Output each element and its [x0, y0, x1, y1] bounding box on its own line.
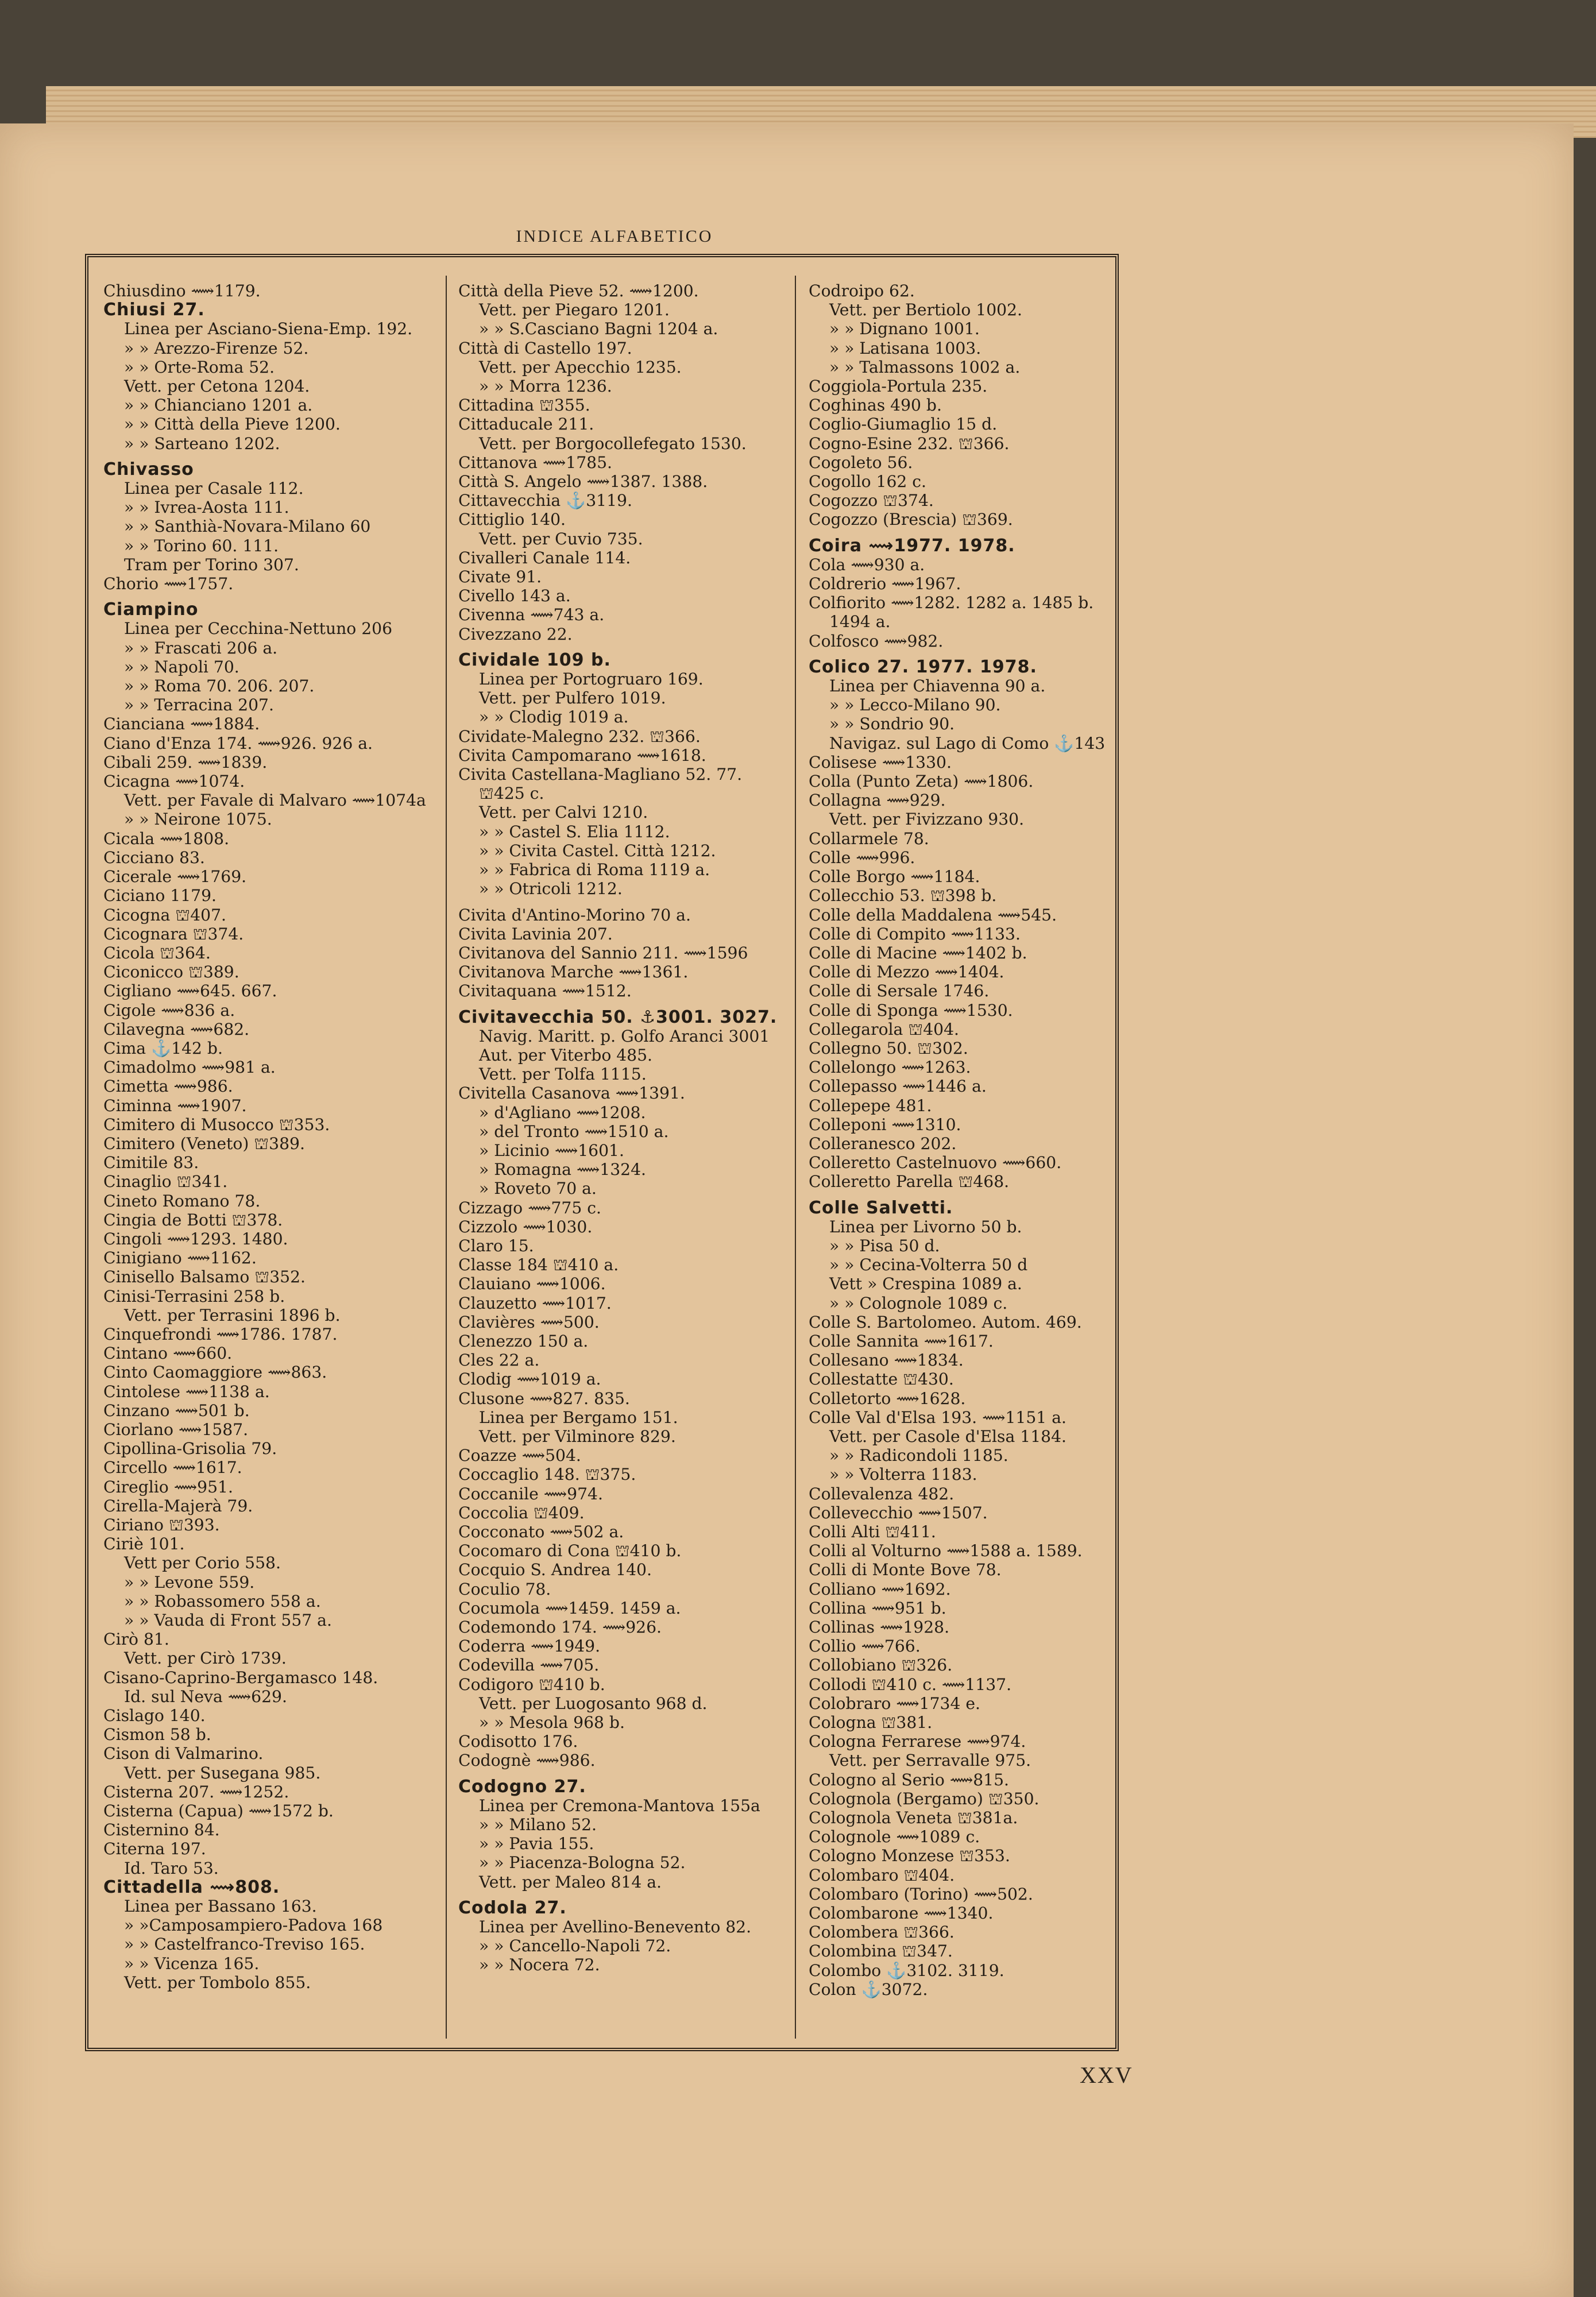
index-entry: Cicagna ⟿1074. — [103, 772, 245, 791]
index-entry: » » Città della Pieve 1200. — [124, 415, 341, 434]
index-entry: Cizzago ⟿775 c. — [458, 1198, 601, 1217]
index-entry: 1494 a. — [829, 612, 891, 632]
index-entry: » » Pavia 155. — [479, 1834, 594, 1854]
index-entry: Colle di Sersale 1746. — [809, 981, 990, 1001]
index-entry: Collarmele 78. — [809, 829, 929, 848]
index-entry: Linea per Cecchina-Nettuno 206 — [124, 619, 393, 639]
index-entry: » » Fabrica di Roma 1119 a. — [479, 860, 710, 880]
index-entry: Ciriano ⛫393. — [103, 1515, 220, 1534]
index-entry: ⛫425 c. — [479, 784, 544, 803]
index-entry: Cologna Ferrarese ⟿974. — [809, 1732, 1026, 1751]
index-entry: Ciconicco ⛫389. — [103, 962, 239, 982]
index-entry: Cittiglio 140. — [458, 510, 566, 529]
index-entry: Collegno 50. ⛫302. — [809, 1038, 968, 1058]
index-entry: Civenna ⟿743 a. — [458, 605, 605, 625]
index-entry: Vett. per Casole d'Elsa 1184. — [829, 1426, 1066, 1446]
index-entry: Linea per Livorno 50 b. — [829, 1217, 1022, 1236]
index-entry: Codognè ⟿986. — [458, 1751, 596, 1770]
index-entry: » »Camposampiero-Padova 168 — [124, 1916, 383, 1935]
index-entry: Cogoleto 56. — [809, 453, 913, 472]
index-entry: Collegarola ⛫404. — [809, 1019, 959, 1039]
index-entry: Colognola (Bergamo) ⛫350. — [809, 1789, 1039, 1808]
index-entry: Cicciano 83. — [103, 848, 205, 867]
index-entry: Colombaro ⛫404. — [809, 1865, 955, 1885]
index-entry: Tram per Torino 307. — [124, 555, 299, 574]
index-entry: Linea per Portogruaro 169. — [479, 670, 704, 689]
index-entry: » Romagna ⟿1324. — [479, 1160, 647, 1180]
index-entry: Ciorlano ⟿1587. — [103, 1420, 249, 1439]
index-entry: Collevalenza 482. — [809, 1484, 954, 1503]
index-entry: » » Roma 70. 206. 207. — [124, 676, 315, 696]
index-entry: Cimitero di Musocco ⛫353. — [103, 1115, 330, 1134]
index-entry: Vett per Corio 558. — [124, 1553, 281, 1573]
index-entry: Colli di Monte Bove 78. — [809, 1560, 1002, 1580]
index-entry: Cinquefrondi ⟿1786. 1787. — [103, 1324, 338, 1344]
index-entry: Coazze ⟿504. — [458, 1446, 581, 1465]
index-entry: » » Lecco-Milano 90. — [829, 695, 1001, 715]
index-entry: » » Clodig 1019 a. — [479, 707, 629, 727]
index-entry: » d'Agliano ⟿1208. — [479, 1103, 646, 1122]
index-entry: Vett. per Apecchio 1235. — [479, 357, 682, 377]
index-entry: » » Cecina-Volterra 50 d — [829, 1255, 1028, 1275]
index-entry: Id. sul Neva ⟿629. — [124, 1687, 287, 1706]
index-entry: Cingia de Botti ⛫378. — [103, 1210, 283, 1229]
index-entry: Cinaglio ⛫341. — [103, 1172, 228, 1192]
index-entry: Civita Castellana-Magliano 52. 77. — [458, 765, 743, 784]
index-entry: » » Napoli 70. — [124, 657, 239, 676]
index-entry: Colle di Compito ⟿1133. — [809, 924, 1021, 943]
index-entry: Cocumola ⟿1459. 1459 a. — [458, 1598, 681, 1618]
index-entry: Collecchio 53. ⛫398 b. — [809, 886, 997, 906]
index-entry: » » Neirone 1075. — [124, 810, 272, 829]
index-entry: Cingoli ⟿1293. 1480. — [103, 1229, 288, 1248]
index-entry: Coira ⟿1977. 1978. — [809, 535, 1015, 556]
index-entry: Linea per Cremona-Mantova 155a — [479, 1796, 760, 1815]
index-entry: Linea per Chiavenna 90 a. — [829, 676, 1046, 696]
index-entry: » » Arezzo-Firenze 52. — [124, 338, 309, 358]
index-entry: Coderra ⟿1949. — [458, 1637, 601, 1656]
index-entry: Vett. per Terrasini 1896 b. — [124, 1305, 341, 1325]
index-entry: Id. Taro 53. — [124, 1858, 219, 1878]
index-entry: Coggiola-Portula 235. — [809, 377, 988, 396]
index-entry: Coccaglio 148. ⛫375. — [458, 1465, 636, 1484]
index-entry: Cislago 140. — [103, 1706, 206, 1726]
index-entry: Ciano d'Enza 174. ⟿926. 926 a. — [103, 733, 373, 753]
index-entry: Coglio-Giumaglio 15 d. — [809, 415, 998, 434]
index-entry: Colognola Veneta ⛫381a. — [809, 1808, 1018, 1828]
index-entry: Aut. per Viterbo 485. — [479, 1045, 653, 1065]
index-entry: Città di Castello 197. — [458, 338, 632, 358]
index-entry: Linea per Bergamo 151. — [479, 1407, 678, 1427]
index-entry: Codola 27. — [458, 1897, 567, 1918]
index-entry: Cogozzo (Brescia) ⛫369. — [809, 510, 1013, 529]
index-entry: » Licinio ⟿1601. — [479, 1140, 624, 1160]
index-entry: Colle di Sponga ⟿1530. — [809, 1000, 1013, 1020]
index-entry: Cividale 109 b. — [458, 649, 611, 670]
index-entry: Codroipo 62. — [809, 281, 915, 300]
index-entry: Cola ⟿930 a. — [809, 555, 925, 574]
index-entry: Cles 22 a. — [458, 1351, 540, 1370]
index-entry: Clauzetto ⟿1017. — [458, 1293, 612, 1313]
index-entry: Cittanova ⟿1785. — [458, 453, 612, 472]
index-entry: Colombera ⛫366. — [809, 1923, 954, 1942]
index-entry: Collina ⟿951 b. — [809, 1598, 946, 1618]
index-entry: Codogno 27. — [458, 1776, 586, 1797]
index-entry: Coghinas 490 b. — [809, 396, 942, 415]
index-entry: Codigoro ⛫410 b. — [458, 1675, 605, 1694]
index-entry: » » Nocera 72. — [479, 1955, 600, 1975]
index-entry: Cimadolmo ⟿981 a. — [103, 1058, 276, 1077]
index-entry: Colle di Macine ⟿1402 b. — [809, 943, 1027, 962]
index-entry: Cima ⚓142 b. — [103, 1038, 223, 1058]
index-entry: Colle Salvetti. — [809, 1197, 953, 1218]
index-entry: Vett. per Cirò 1739. — [124, 1649, 287, 1668]
index-column-2 — [458, 281, 797, 1975]
index-entry: Cividate-Malegno 232. ⛫366. — [458, 726, 701, 746]
index-entry: Colliano ⟿1692. — [809, 1579, 951, 1599]
index-entry: Cianciana ⟿1884. — [103, 714, 260, 734]
index-entry: » » Castelfranco-Treviso 165. — [124, 1935, 365, 1954]
index-entry: Colle Sannita ⟿1617. — [809, 1331, 994, 1351]
index-entry: Civita d'Antino-Morino 70 a. — [458, 905, 691, 925]
index-entry: Vett. per Favale di Malvaro ⟿1074a — [124, 791, 426, 810]
index-entry: Cologno al Serio ⟿815. — [809, 1770, 1010, 1789]
index-entry: Vett. per Tombolo 855. — [124, 1973, 311, 1992]
index-entry: Clodig ⟿1019 a. — [458, 1370, 601, 1389]
index-entry: Cicogna ⛫407. — [103, 905, 226, 925]
index-entry: Cicola ⛫364. — [103, 943, 211, 962]
index-entry: » » Latisana 1003. — [829, 338, 981, 358]
index-entry: Cimetta ⟿986. — [103, 1077, 233, 1096]
index-entry: Colle della Maddalena ⟿545. — [809, 905, 1057, 925]
index-entry: Cicognara ⛫374. — [103, 924, 244, 943]
index-entry: Collodi ⛫410 c. ⟿1137. — [809, 1675, 1012, 1694]
page-header: INDICE ALFABETICO — [516, 227, 713, 246]
index-entry: Colli al Volturno ⟿1588 a. 1589. — [809, 1541, 1083, 1561]
index-entry: Collinas ⟿1928. — [809, 1618, 950, 1637]
index-entry: Colombarone ⟿1340. — [809, 1904, 994, 1923]
index-entry: Cisterna 207. ⟿1252. — [103, 1782, 289, 1801]
index-entry: Colla (Punto Zeta) ⟿1806. — [809, 772, 1034, 791]
index-entry: Cittadella ⟿808. — [103, 1877, 280, 1897]
index-entry: Colletorto ⟿1628. — [809, 1389, 966, 1408]
index-entry: Colle di Mezzo ⟿1404. — [809, 962, 1004, 982]
index-entry: » » Morra 1236. — [479, 377, 612, 396]
index-entry: Città della Pieve 52. ⟿1200. — [458, 281, 699, 300]
index-entry: Colombina ⛫347. — [809, 1942, 953, 1961]
index-entry: Cisternino 84. — [103, 1820, 220, 1840]
index-entry: Vett. per Piegaro 1201. — [479, 300, 670, 320]
index-column-1 — [103, 281, 442, 1992]
index-entry: Linea per Bassano 163. — [124, 1897, 317, 1916]
index-entry: Cicala ⟿1808. — [103, 829, 230, 848]
index-entry: » » Sarteano 1202. — [124, 434, 280, 453]
index-entry: » » Levone 559. — [124, 1572, 255, 1592]
index-entry: Cireglio ⟿951. — [103, 1477, 233, 1496]
index-entry: Cicerale ⟿1769. — [103, 867, 247, 887]
index-entry: Cocomaro di Cona ⛫410 b. — [458, 1541, 682, 1561]
index-entry: Collepasso ⟿1446 a. — [809, 1077, 987, 1096]
index-entry: Civitaquana ⟿1512. — [458, 981, 632, 1001]
index-entry: Cinisello Balsamo ⛫352. — [103, 1267, 306, 1287]
index-entry: Citerna 197. — [103, 1839, 206, 1859]
index-entry: Codisotto 176. — [458, 1732, 578, 1751]
index-entry: Codevilla ⟿705. — [458, 1656, 600, 1675]
index-entry: Colombo ⚓3102. 3119. — [809, 1960, 1004, 1980]
index-entry: Circello ⟿1617. — [103, 1458, 242, 1478]
index-entry: Vett. per Pulfero 1019. — [479, 689, 666, 708]
index-entry: Civitavecchia 50. ⚓3001. 3027. — [458, 1007, 778, 1027]
index-entry: Vett. per Maleo 814 a. — [479, 1872, 662, 1892]
index-entry: Colognole ⟿1089 c. — [809, 1827, 980, 1847]
index-entry: Civitanova del Sannio 211. ⟿1596 — [458, 943, 748, 962]
index-entry: Civezzano 22. — [458, 624, 573, 644]
index-entry: Clavières ⟿500. — [458, 1312, 600, 1332]
index-entry: Cigliano ⟿645. 667. — [103, 981, 277, 1001]
index-entry: Cismon 58 b. — [103, 1725, 211, 1745]
index-entry: Civita Campomarano ⟿1618. — [458, 745, 706, 765]
index-entry: Colleponi ⟿1310. — [809, 1115, 961, 1134]
index-entry: » » Talmassons 1002 a. — [829, 357, 1021, 377]
index-entry: » » Terracina 207. — [124, 695, 274, 715]
index-entry: Cogollo 162 c. — [809, 472, 927, 492]
index-entry: Coccanile ⟿974. — [458, 1484, 603, 1503]
index-entry: Colfosco ⟿982. — [809, 631, 944, 651]
index-entry: Collagna ⟿929. — [809, 791, 946, 810]
index-entry: Cinto Caomaggiore ⟿863. — [103, 1363, 327, 1382]
index-entry: Colleretto Castelnuovo ⟿660. — [809, 1153, 1062, 1173]
index-entry: » » S.Casciano Bagni 1204 a. — [479, 319, 718, 339]
index-entry: Colle S. Bartolomeo. Autom. 469. — [809, 1312, 1082, 1332]
index-entry: Cilavegna ⟿682. — [103, 1019, 250, 1039]
index-entry: Colli Alti ⛫411. — [809, 1522, 936, 1541]
index-entry: Vett. per Cetona 1204. — [124, 377, 310, 396]
index-entry: Collepepe 481. — [809, 1096, 932, 1115]
index-entry: Claro 15. — [458, 1236, 534, 1255]
index-entry: Ciriè 101. — [103, 1534, 185, 1554]
index-entry: » » Ivrea-Aosta 111. — [124, 498, 289, 517]
index-entry: Colisese ⟿1330. — [809, 752, 952, 772]
index-entry: Civalleri Canale 114. — [458, 548, 631, 567]
index-entry: » » Vauda di Front 557 a. — [124, 1611, 332, 1630]
index-entry: Vett » Crespina 1089 a. — [829, 1274, 1022, 1294]
index-entry: » » Cancello-Napoli 72. — [479, 1936, 671, 1956]
index-entry: Colleranesco 202. — [809, 1134, 957, 1153]
index-entry: » del Tronto ⟿1510 a. — [479, 1122, 669, 1141]
index-entry: Cintano ⟿660. — [103, 1344, 233, 1363]
index-entry: Chorio ⟿1757. — [103, 574, 234, 594]
index-entry: Collio ⟿766. — [809, 1637, 921, 1656]
index-entry: » » Milano 52. — [479, 1815, 597, 1835]
index-entry: » » Colognole 1089 c. — [829, 1293, 1008, 1313]
index-entry: Linea per Casale 112. — [124, 479, 304, 498]
index-entry: Collobiano ⛫326. — [809, 1656, 953, 1675]
index-entry: » » Radicondoli 1185. — [829, 1446, 1008, 1465]
index-entry: Cisterna (Capua) ⟿1572 b. — [103, 1801, 334, 1821]
index-entry: Cocconato ⟿502 a. — [458, 1522, 624, 1541]
index-entry: Cirella-Majerà 79. — [103, 1496, 253, 1515]
index-entry: » » Dignano 1001. — [829, 319, 980, 339]
index-entry: Colfiorito ⟿1282. 1282 a. 1485 b. — [809, 593, 1094, 613]
index-entry: » » Sondrio 90. — [829, 714, 955, 734]
index-entry: Colon ⚓3072. — [809, 1979, 928, 1999]
index-entry: Ciciano 1179. — [103, 886, 217, 906]
index-entry: Chiusdino ⟿1179. — [103, 281, 261, 300]
index-entry: Clauiano ⟿1006. — [458, 1274, 606, 1294]
index-entry: Cibali 259. ⟿1839. — [103, 752, 268, 772]
index-entry: » » Frascati 206 a. — [124, 638, 278, 658]
index-entry: Civita Lavinia 207. — [458, 924, 613, 943]
index-entry: Cologno Monzese ⛫353. — [809, 1846, 1010, 1866]
index-entry: Cimitile 83. — [103, 1153, 199, 1173]
index-entry: Collelongo ⟿1263. — [809, 1058, 971, 1077]
index-entry: Vett. per Tolfa 1115. — [479, 1065, 647, 1084]
index-entry: Colle ⟿996. — [809, 848, 915, 867]
index-entry: Cinisi-Terrasini 258 b. — [103, 1286, 285, 1306]
index-entry: Cineto Romano 78. — [103, 1191, 261, 1211]
index-entry: Vett. per Cuvio 735. — [479, 529, 643, 548]
index-entry: Civate 91. — [458, 567, 542, 587]
index-entry: Vett. per Luogosanto 968 d. — [479, 1693, 708, 1713]
index-entry: Ciampino — [103, 600, 199, 620]
index-entry: Cittadina ⛫355. — [458, 396, 590, 415]
index-entry: » » Castel S. Elia 1112. — [479, 822, 670, 841]
index-entry: Civello 143 a. — [458, 586, 571, 606]
index-entry: Colico 27. 1977. 1978. — [809, 656, 1037, 677]
index-entry: Collesano ⟿1834. — [809, 1351, 964, 1370]
index-entry: Cittaducale 211. — [458, 415, 594, 434]
index-entry: Vett. per Borgocollefegato 1530. — [479, 434, 747, 453]
page-number: XXV — [1080, 2062, 1133, 2088]
index-entry: Colle Borgo ⟿1184. — [809, 867, 980, 887]
index-entry: Vett. per Bertiolo 1002. — [829, 300, 1023, 320]
index-entry: Cittavecchia ⚓3119. — [458, 491, 632, 511]
index-entry: Coccolia ⛫409. — [458, 1503, 585, 1522]
index-entry: Cologna ⛫381. — [809, 1713, 933, 1733]
index-entry: Clusone ⟿827. 835. — [458, 1389, 630, 1408]
index-entry: Cinigiano ⟿1162. — [103, 1248, 257, 1268]
index-entry: Chivasso — [103, 459, 194, 479]
index-entry: Colobraro ⟿1734 e. — [809, 1693, 980, 1713]
index-entry: » Roveto 70 a. — [479, 1179, 597, 1198]
index-entry: » » Civita Castel. Città 1212. — [479, 841, 716, 860]
index-entry: Cogozzo ⛫374. — [809, 491, 934, 511]
index-entry: Cipollina-Grisolia 79. — [103, 1439, 277, 1459]
index-entry: Navig. Maritt. p. Golfo Aranci 3001 — [479, 1026, 770, 1046]
index-entry: Cocquio S. Andrea 140. — [458, 1560, 652, 1580]
index-entry: Civitella Casanova ⟿1391. — [458, 1084, 685, 1103]
index-entry: Classe 184 ⛫410 a. — [458, 1255, 619, 1275]
index-column-3 — [809, 281, 1147, 1999]
column-divider — [446, 276, 447, 2039]
index-entry: » » Otricoli 1212. — [479, 879, 623, 899]
index-entry: Città S. Angelo ⟿1387. 1388. — [458, 472, 708, 492]
index-entry: Cintolese ⟿1138 a. — [103, 1382, 270, 1401]
index-entry: Navigaz. sul Lago di Como ⚓143 — [829, 733, 1106, 753]
index-entry: Colleretto Parella ⛫468. — [809, 1172, 1010, 1192]
index-entry: Vett. per Fivizzano 930. — [829, 810, 1025, 829]
index-entry: Coldrerio ⟿1967. — [809, 574, 961, 594]
index-entry: Ciminna ⟿1907. — [103, 1096, 247, 1115]
index-entry: Colle Val d'Elsa 193. ⟿1151 a. — [809, 1407, 1066, 1427]
index-entry: Coculio 78. — [458, 1579, 551, 1599]
index-entry: » » Santhià-Novara-Milano 60 — [124, 517, 371, 536]
index-entry: Cogno-Esine 232. ⛫366. — [809, 434, 1010, 453]
index-entry: Clenezzo 150 a. — [458, 1331, 589, 1351]
index-entry: » » Volterra 1183. — [829, 1465, 977, 1484]
index-entry: Codemondo 174. ⟿926. — [458, 1618, 662, 1637]
index-entry: Linea per Asciano-Siena-Emp. 192. — [124, 319, 413, 339]
index-entry: Cirò 81. — [103, 1630, 169, 1649]
index-entry: Cisano-Caprino-Bergamasco 148. — [103, 1668, 378, 1687]
index-entry: Vett. per Vilminore 829. — [479, 1426, 676, 1446]
index-entry: Chiusi 27. — [103, 300, 205, 320]
index-entry: Linea per Avellino-Benevento 82. — [479, 1917, 752, 1937]
index-entry: Cizzolo ⟿1030. — [458, 1217, 593, 1236]
index-entry: Colombaro (Torino) ⟿502. — [809, 1884, 1033, 1904]
index-entry: Collestatte ⛫430. — [809, 1370, 954, 1389]
index-entry: » » Torino 60. 111. — [124, 536, 279, 555]
index-entry: » » Mesola 968 b. — [479, 1713, 625, 1733]
index-entry: Cison di Valmarino. — [103, 1744, 264, 1764]
index-entry: » » Piacenza-Bologna 52. — [479, 1853, 686, 1873]
index-entry: » » Chianciano 1201 a. — [124, 396, 313, 415]
index-entry: Cinzano ⟿501 b. — [103, 1401, 250, 1420]
index-entry: Vett. per Calvi 1210. — [479, 803, 648, 822]
index-entry: Cigole ⟿836 a. — [103, 1000, 235, 1020]
index-entry: Civitanova Marche ⟿1361. — [458, 962, 689, 982]
index-entry: Vett. per Susegana 985. — [124, 1763, 321, 1782]
index-entry: » » Vicenza 165. — [124, 1954, 260, 1973]
index-entry: » » Pisa 50 d. — [829, 1236, 940, 1255]
index-entry: Cimitero (Veneto) ⛫389. — [103, 1134, 305, 1153]
index-entry: Vett. per Serravalle 975. — [829, 1751, 1031, 1770]
index-entry: Collevecchio ⟿1507. — [809, 1503, 988, 1522]
index-entry: » » Orte-Roma 52. — [124, 357, 275, 377]
index-entry: » » Robassomero 558 a. — [124, 1591, 321, 1611]
